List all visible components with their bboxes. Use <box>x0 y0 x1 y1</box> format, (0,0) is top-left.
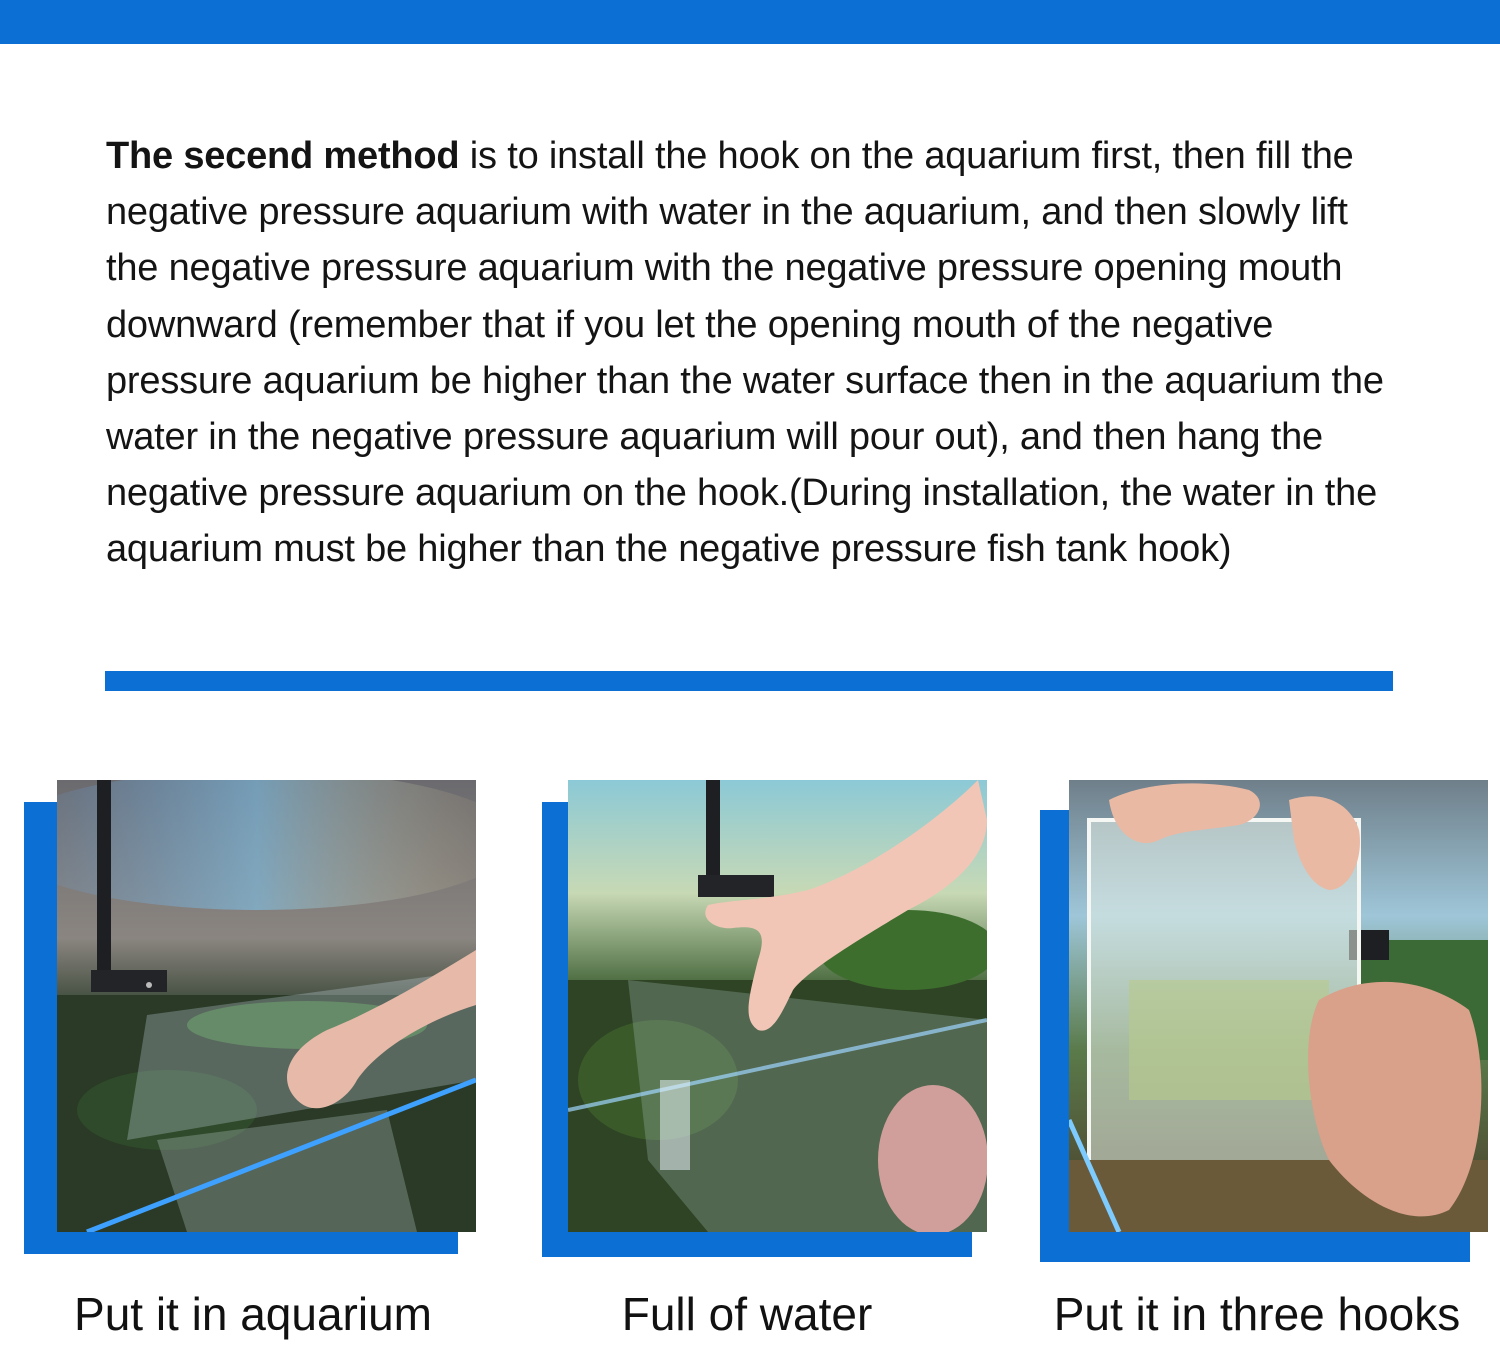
step-1-photo <box>57 780 476 1232</box>
step-1-caption: Put it in aquarium <box>74 1288 432 1340</box>
step-2-caption: Full of water <box>621 1288 873 1340</box>
instruction-paragraph <box>106 128 1406 578</box>
top-accent-bar <box>0 0 1500 44</box>
step-3-photo <box>1069 780 1488 1232</box>
step-2-photo <box>568 780 987 1232</box>
section-divider <box>105 671 1393 691</box>
instruction-text: is to install the hook on the aquarium first, then fill the negative pressure aquarium with water in the aquarium, and then slowly lift the negative pressure aquarium with the negative pressure opening mouth downward (remember that if you let the opening mouth of the negative pressure aquarium be higher than the water surface then in the aquarium the water in the negative pressure aquarium will pour out), and then hang the negative pressure aquarium on the hook.(During installation, the water in the aquarium must be higher than the negative pressure fish tank hook) <box>106 135 1384 571</box>
method-title: The secend method <box>106 135 460 177</box>
step-3-caption: Put it in three hooks <box>1053 1288 1461 1340</box>
